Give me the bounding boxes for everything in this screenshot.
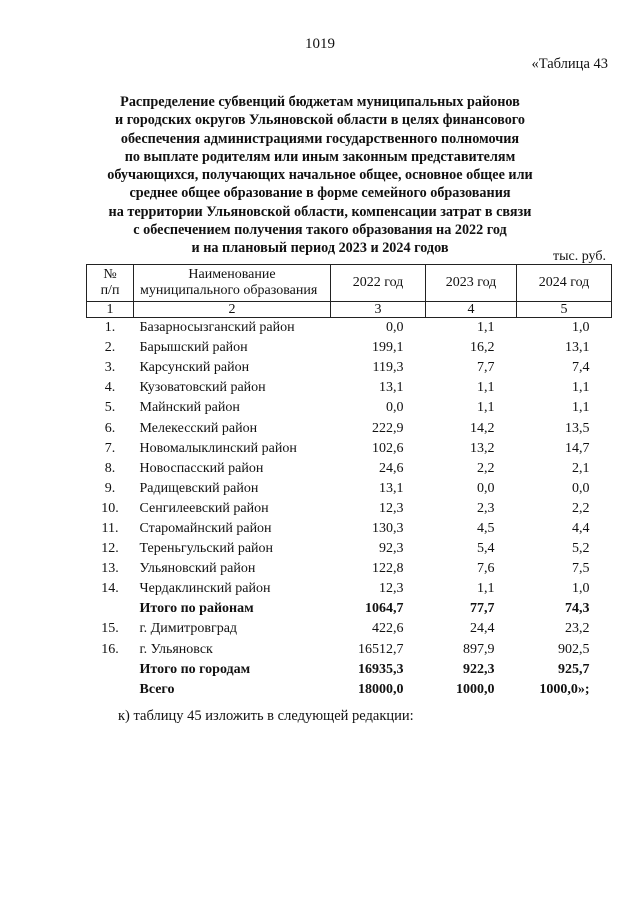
value-2023: 14,2 bbox=[470, 420, 495, 436]
value-2022: 122,8 bbox=[372, 561, 404, 577]
subsidy-table bbox=[86, 264, 612, 700]
value-2022: 12,3 bbox=[379, 500, 404, 516]
title-line: Распределение субвенций бюджетам муниципальных районов bbox=[120, 94, 520, 110]
value-2024: 14,7 bbox=[565, 440, 590, 456]
value-2023: 1,1 bbox=[477, 400, 495, 416]
municipality-name: Итого по городам bbox=[139, 661, 251, 677]
value-2024: 13,1 bbox=[565, 340, 590, 356]
table-label: «Таблица 43 bbox=[531, 56, 608, 72]
value-2022: 119,3 bbox=[372, 360, 404, 376]
table-row bbox=[87, 338, 612, 358]
value-2023: 0,0 bbox=[477, 480, 495, 496]
table-row bbox=[87, 619, 612, 639]
municipality-name: Всего bbox=[139, 681, 175, 697]
column-number: 1 bbox=[87, 302, 134, 318]
value-2023: 16,2 bbox=[470, 340, 495, 356]
title-line: среднее общее образование в форме семейного образования bbox=[129, 185, 511, 202]
value-2022: 24,6 bbox=[379, 460, 404, 476]
column-number: 2 bbox=[134, 302, 331, 318]
value-2024: 23,2 bbox=[565, 621, 590, 637]
municipality-name: г. Димитровград bbox=[139, 621, 238, 637]
header-num bbox=[87, 265, 134, 302]
value-2022: 16512,7 bbox=[358, 641, 404, 657]
table-row bbox=[87, 479, 612, 499]
column-number: 3 bbox=[331, 302, 426, 318]
municipality-name: Чердаклинский район bbox=[139, 581, 271, 597]
value-2023: 1,1 bbox=[477, 581, 495, 597]
municipality-name: Майнский район bbox=[139, 400, 240, 416]
table-total-row bbox=[87, 660, 612, 680]
value-2024: 7,5 bbox=[572, 561, 590, 577]
value-2023: 1,1 bbox=[477, 380, 495, 396]
row-number bbox=[87, 660, 134, 680]
table-header-row bbox=[87, 265, 612, 302]
municipality-name: Итого по районам bbox=[139, 601, 254, 617]
row-number: 7. bbox=[104, 440, 116, 456]
value-2022: 92,3 bbox=[379, 541, 404, 557]
value-2022: 1064,7 bbox=[365, 601, 404, 617]
header-num-line1: № bbox=[103, 267, 117, 282]
value-2022: 0,0 bbox=[386, 400, 404, 416]
table-row bbox=[87, 579, 612, 599]
value-2023: 922,3 bbox=[463, 661, 495, 677]
municipality-name: Карсунский район bbox=[139, 360, 250, 376]
row-number: 4. bbox=[104, 380, 116, 396]
value-2022: 12,3 bbox=[379, 581, 404, 597]
value-2024: 0,0 bbox=[572, 480, 590, 496]
header-2023: 2023 год bbox=[426, 265, 517, 302]
row-number: 5. bbox=[104, 400, 116, 416]
title-line: обеспечения администрациями государственного полномочия bbox=[120, 130, 520, 147]
row-number: 12. bbox=[101, 541, 119, 557]
value-2024: 1000,0»; bbox=[539, 681, 590, 697]
row-number bbox=[87, 599, 134, 619]
value-2024: 1,0 bbox=[572, 320, 590, 336]
value-2024: 1,0 bbox=[572, 581, 590, 597]
table-body bbox=[87, 318, 612, 700]
table-row bbox=[87, 519, 612, 539]
header-2022: 2022 год bbox=[331, 265, 426, 302]
value-2023: 1000,0 bbox=[456, 681, 495, 697]
title-line: и городских округов Ульяновской области в целях финансового bbox=[115, 112, 525, 129]
row-number bbox=[87, 680, 134, 700]
value-2024: 925,7 bbox=[558, 661, 590, 677]
value-2023: 77,7 bbox=[470, 601, 495, 617]
header-name-line1: Наименование bbox=[188, 267, 276, 282]
value-2022: 18000,0 bbox=[358, 681, 404, 697]
row-number: 14. bbox=[101, 581, 119, 597]
row-number: 1. bbox=[104, 320, 116, 336]
municipality-name: Новоспасский район bbox=[139, 460, 264, 476]
value-2024: 2,1 bbox=[572, 460, 590, 476]
table-total-row bbox=[87, 680, 612, 700]
table-row bbox=[87, 439, 612, 459]
row-number: 10. bbox=[101, 500, 119, 516]
value-2023: 7,7 bbox=[477, 360, 495, 376]
value-2022: 199,1 bbox=[372, 340, 404, 356]
column-number-row bbox=[87, 302, 612, 318]
row-number: 15. bbox=[101, 621, 119, 637]
row-number: 3. bbox=[104, 360, 116, 376]
table-row bbox=[87, 499, 612, 519]
value-2024: 1,1 bbox=[572, 400, 590, 416]
value-2024: 1,1 bbox=[572, 380, 590, 396]
value-2024: 7,4 bbox=[572, 360, 590, 376]
title-line: на территории Ульяновской области, компенсации затрат в связи bbox=[108, 203, 532, 220]
table-row bbox=[87, 559, 612, 579]
title-line: обучающихся, получающих начальное общее, основное общее или bbox=[107, 167, 533, 184]
municipality-name: Мелекесский район bbox=[139, 420, 258, 436]
municipality-name: Барышский район bbox=[139, 340, 248, 356]
table-total-row bbox=[87, 599, 612, 619]
value-2023: 5,4 bbox=[477, 541, 495, 557]
value-2024: 13,5 bbox=[565, 420, 590, 436]
header-name-line2: муниципального образования bbox=[140, 283, 318, 298]
value-2023: 2,2 bbox=[477, 460, 495, 476]
value-2023: 1,1 bbox=[477, 320, 495, 336]
value-2022: 422,6 bbox=[372, 621, 404, 637]
value-2022: 16935,3 bbox=[358, 661, 404, 677]
value-2023: 13,2 bbox=[470, 440, 495, 456]
value-2023: 4,5 bbox=[477, 520, 495, 536]
header-name bbox=[134, 265, 331, 302]
municipality-name: Ульяновский район bbox=[139, 561, 256, 577]
value-2022: 102,6 bbox=[372, 440, 404, 456]
title-line: по выплате родителям или иным законным представителям bbox=[124, 148, 516, 165]
table-row bbox=[87, 398, 612, 418]
value-2022: 222,9 bbox=[372, 420, 404, 436]
title-line: с обеспечением получения такого образования на 2022 год bbox=[133, 222, 507, 239]
row-number: 16. bbox=[101, 641, 119, 657]
header-2024: 2024 год bbox=[517, 265, 612, 302]
table-row bbox=[87, 459, 612, 479]
table-row bbox=[87, 378, 612, 398]
table-row bbox=[87, 318, 612, 339]
column-number: 5 bbox=[517, 302, 612, 318]
row-number: 13. bbox=[101, 561, 119, 577]
municipality-name: Старомайнский район bbox=[139, 520, 272, 536]
row-number: 11. bbox=[101, 520, 119, 536]
municipality-name: Сенгилеевский район bbox=[139, 500, 269, 516]
value-2022: 0,0 bbox=[386, 320, 404, 336]
footer-text: к) таблицу 45 изложить в следующей редакции: bbox=[118, 708, 414, 724]
value-2024: 74,3 bbox=[565, 601, 590, 617]
municipality-name: Тереньгульский район bbox=[139, 541, 274, 557]
value-2023: 24,4 bbox=[470, 621, 495, 637]
table-row bbox=[87, 640, 612, 660]
column-number: 4 bbox=[426, 302, 517, 318]
document-title bbox=[60, 93, 580, 258]
table-row bbox=[87, 418, 612, 438]
row-number: 9. bbox=[104, 480, 116, 496]
value-2022: 130,3 bbox=[372, 520, 404, 536]
row-number: 2. bbox=[104, 340, 116, 356]
municipality-name: Кузоватовский район bbox=[139, 380, 266, 396]
value-2024: 5,2 bbox=[572, 541, 590, 557]
table-row bbox=[87, 358, 612, 378]
row-number: 6. bbox=[104, 420, 116, 436]
municipality-name: Радищевский район bbox=[139, 480, 259, 496]
municipality-name: г. Ульяновск bbox=[139, 641, 213, 657]
value-2022: 13,1 bbox=[379, 380, 404, 396]
value-2024: 2,2 bbox=[572, 500, 590, 516]
municipality-name: Новомалыклинский район bbox=[139, 440, 297, 456]
units-label: тыс. руб. bbox=[553, 249, 606, 264]
page-number: 1019 bbox=[305, 36, 335, 52]
value-2023: 2,3 bbox=[477, 500, 495, 516]
row-number: 8. bbox=[104, 460, 116, 476]
value-2023: 7,6 bbox=[477, 561, 495, 577]
value-2023: 897,9 bbox=[463, 641, 495, 657]
header-num-line2: п/п bbox=[100, 283, 120, 298]
title-line: и на плановый период 2023 и 2024 годов bbox=[191, 240, 449, 257]
value-2022: 13,1 bbox=[379, 480, 404, 496]
table-row bbox=[87, 539, 612, 559]
value-2024: 902,5 bbox=[558, 641, 590, 657]
municipality-name: Базарносызганский район bbox=[139, 320, 295, 336]
value-2024: 4,4 bbox=[572, 520, 590, 536]
